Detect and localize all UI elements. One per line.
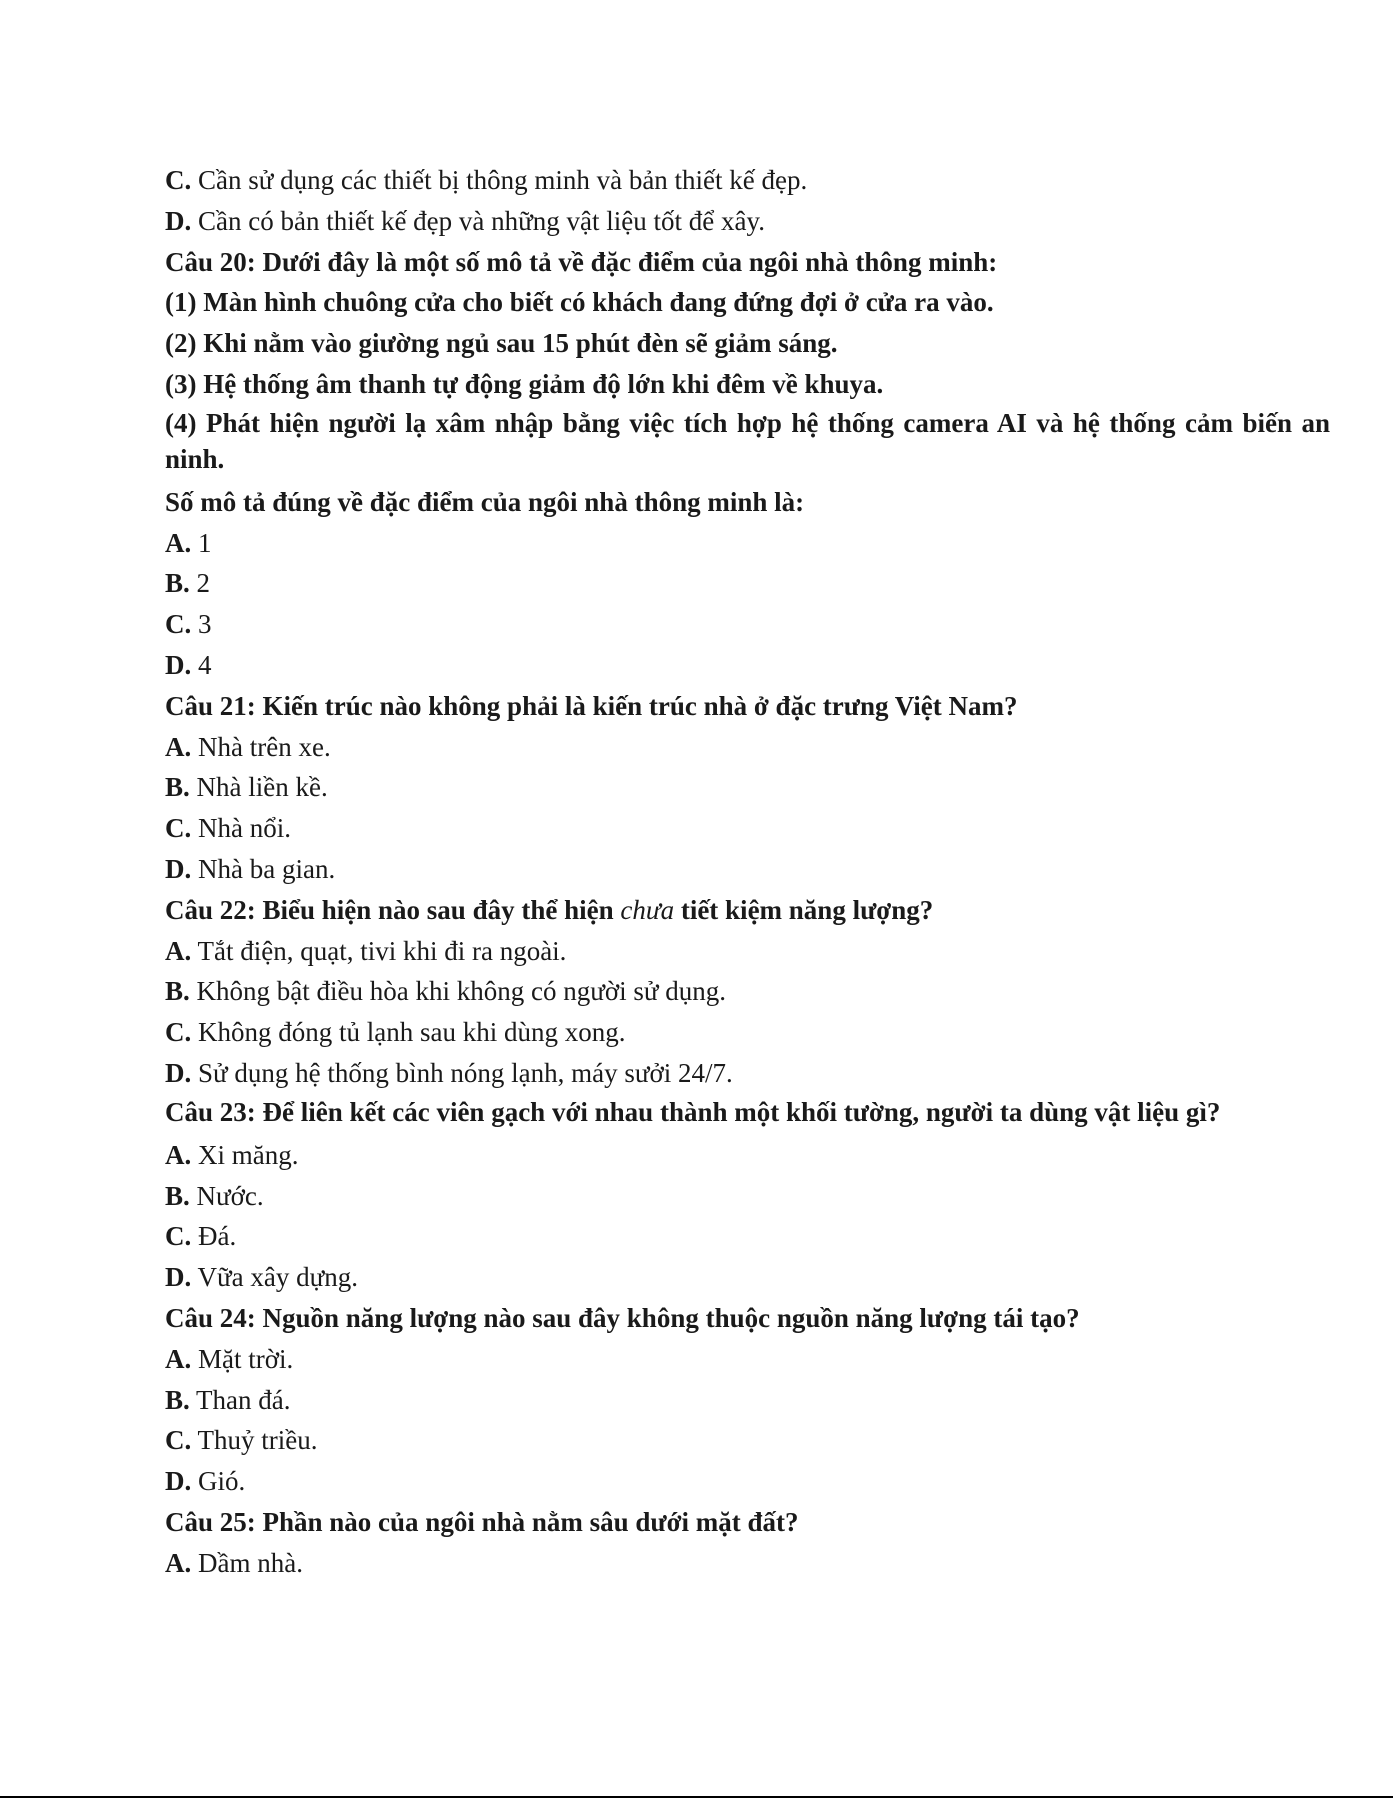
option-text: Không đóng tủ lạnh sau khi dùng xong. [191, 1017, 626, 1048]
option-d [165, 201, 1330, 242]
option-text: Cần sử dụng các thiết bị thông minh và bản thiết kế đẹp. [191, 165, 808, 195]
option-text: 1 [191, 527, 212, 558]
option-label: D. [165, 205, 192, 236]
question-20-option-b [165, 563, 1330, 604]
option-c [165, 160, 1330, 201]
option-label: D. [165, 649, 192, 680]
question-24-option-a [165, 1339, 1330, 1380]
option-text: Nhà nổi. [191, 813, 291, 844]
question-23-option-b [165, 1176, 1330, 1217]
question-25-option-a [165, 1543, 1330, 1584]
option-text: Gió. [191, 1466, 246, 1497]
option-label: C. [165, 609, 192, 640]
question-22-title-start: Câu 22: Biểu hiện nào sau đây thể hiện [165, 894, 621, 925]
option-label: D. [165, 853, 192, 884]
option-label: B. [165, 1180, 190, 1211]
question-21-option-b [165, 767, 1330, 808]
question-22-title-end: tiết kiệm năng lượng? [674, 894, 934, 925]
option-text: Vữa xây dựng. [191, 1262, 358, 1293]
option-text: 2 [189, 568, 211, 599]
question-23-option-d [165, 1257, 1330, 1298]
option-text: Nhà trên xe. [191, 731, 331, 762]
question-20-item-4: (4) Phát hiện người lạ xâm nhập bằng việc tích hợp hệ thống camera AI và hệ thống cảm biến an ninh. [165, 407, 1330, 474]
option-label: D. [165, 1057, 192, 1088]
option-label: C. [165, 1425, 192, 1456]
question-21-option-d [165, 849, 1330, 890]
option-text: Dầm nhà. [191, 1547, 303, 1578]
option-text: Đá. [191, 1221, 237, 1252]
option-label: B. [165, 1384, 190, 1415]
question-20-option-d [165, 645, 1330, 686]
question-20-item-2: (2) Khi nằm vào giường ngủ sau 15 phút đèn sẽ giảm sáng. [165, 328, 838, 359]
option-text: Nhà liền kề. [189, 772, 328, 803]
option-label: D. [165, 1466, 192, 1497]
option-text: Than đá. [189, 1384, 291, 1415]
question-22-title-emphasis: chưa [620, 894, 675, 925]
option-text: 3 [191, 609, 212, 640]
question-20-item-1: (1) Màn hình chuông cửa cho biết có khách đang đứng đợi ở cửa ra vào. [165, 287, 994, 318]
option-text: Xi măng. [191, 1139, 299, 1170]
question-22-option-a [165, 931, 1330, 972]
question-23-option-c [165, 1216, 1330, 1257]
question-24-option-b [165, 1380, 1330, 1421]
question-20-title: Câu 20: Dưới đây là một số mô tả về đặc điểm của ngôi nhà thông minh: [165, 246, 998, 277]
question-23-title: Câu 23: Để liên kết các viên gạch với nhau thành một khối tường, người ta dùng vật liệu gì? [165, 1096, 1221, 1127]
option-text: Nước. [189, 1180, 264, 1211]
question-25-title: Câu 25: Phần nào của ngôi nhà nằm sâu dưới mặt đất? [165, 1506, 799, 1537]
option-label: C. [165, 1221, 192, 1252]
option-text: Sử dụng hệ thống bình nóng lạnh, máy sưởi 24/7. [191, 1057, 733, 1088]
option-text: Mặt trời. [191, 1343, 294, 1374]
option-text: 4 [191, 649, 212, 680]
option-label: C. [165, 165, 192, 195]
question-21-option-c [165, 808, 1330, 849]
question-list [165, 160, 1330, 1584]
option-label: A. [165, 1547, 192, 1578]
option-label: B. [165, 568, 190, 599]
option-label: C. [165, 813, 192, 844]
question-24-option-c [165, 1420, 1330, 1461]
option-text: Thuỷ triều. [191, 1425, 318, 1456]
question-23-option-a [165, 1135, 1330, 1176]
option-label: A. [165, 1343, 192, 1374]
option-text: Tắt điện, quạt, tivi khi đi ra ngoài. [191, 935, 567, 966]
question-22-title [165, 890, 1330, 931]
question-22-option-d [165, 1053, 1330, 1094]
option-label: A. [165, 731, 192, 762]
question-22-option-c [165, 1012, 1330, 1053]
question-22-option-b [165, 971, 1330, 1012]
question-20-prompt: Số mô tả đúng về đặc điểm của ngôi nhà thông minh là: [165, 486, 805, 517]
question-24-title: Câu 24: Nguồn năng lượng nào sau đây không thuộc nguồn năng lượng tái tạo? [165, 1302, 1080, 1333]
question-20-option-a [165, 523, 1330, 564]
option-label: C. [165, 1017, 192, 1048]
option-text: Cần có bản thiết kế đẹp và những vật liệu tốt để xây. [191, 205, 765, 236]
question-20-item-3: (3) Hệ thống âm thanh tự động giảm độ lớn khi đêm về khuya. [165, 368, 884, 399]
option-label: D. [165, 1262, 192, 1293]
option-label: B. [165, 976, 190, 1007]
option-text: Không bật điều hòa khi không có người sử dụng. [189, 976, 727, 1007]
question-24-option-d [165, 1461, 1330, 1502]
question-21-option-a [165, 727, 1330, 768]
option-label: A. [165, 1139, 192, 1170]
option-label: A. [165, 527, 192, 558]
question-21-title: Câu 21: Kiến trúc nào không phải là kiến trúc nhà ở đặc trưng Việt Nam? [165, 690, 1018, 721]
option-label: B. [165, 772, 190, 803]
page-bottom-rule [0, 1796, 1393, 1798]
option-text: Nhà ba gian. [191, 853, 336, 884]
option-label: A. [165, 935, 192, 966]
question-20-option-c [165, 604, 1330, 645]
